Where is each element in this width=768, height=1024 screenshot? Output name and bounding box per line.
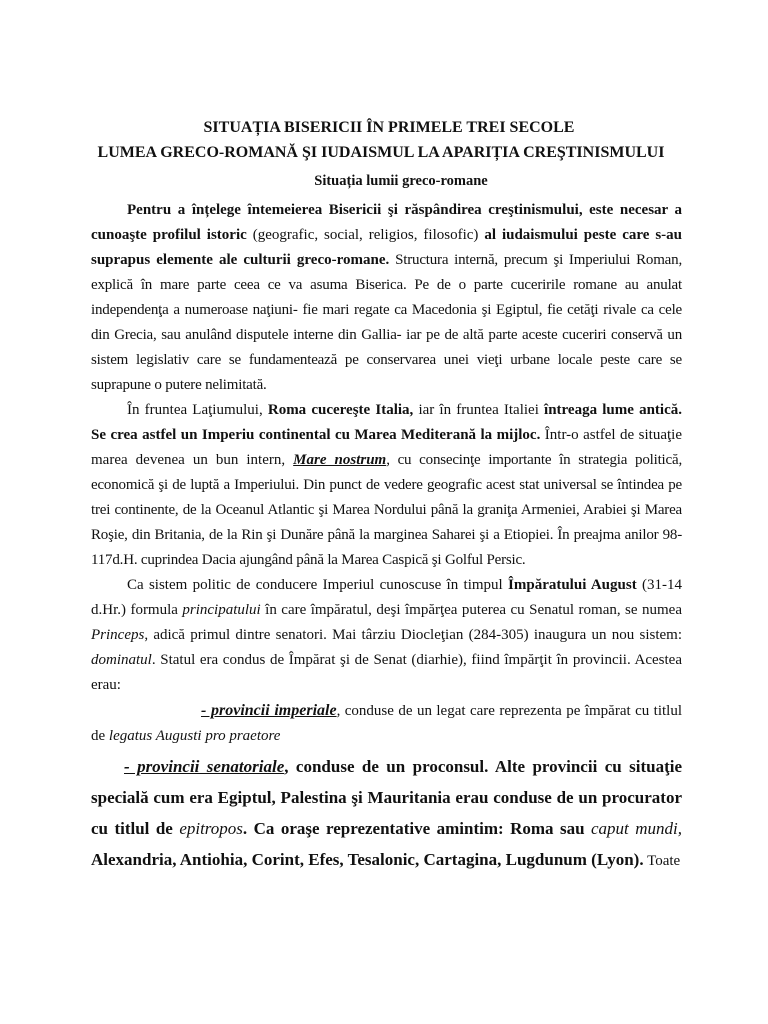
text-bold: Împăratului August <box>508 577 637 593</box>
text-run: . Statul era condus de Împărat şi de Senat (diarhie), fiind împărţit în provincii. Acestea erau: <box>91 652 682 693</box>
paragraph-1 <box>91 198 682 398</box>
text-bold-italic-underline: - provincii senatoriale <box>124 757 285 776</box>
section-title: Situația lumii greco-romane <box>314 173 488 189</box>
text-run: , adică primul dintre senatori. Mai târziu Diocleţian (284-305) inaugura un nou sistem: <box>144 627 682 643</box>
paragraph-2 <box>91 398 682 573</box>
text-bold: , conduse de un proconsul. Alte provincii cu situaţie specială cum era Egiptul, Palestina şi Mauritania erau conduse de un procurator cu titlul de <box>91 757 682 838</box>
text-italic: epitropos <box>179 819 243 838</box>
body-text <box>91 198 682 877</box>
text-bold: al iudaismului peste care s-au suprapus elemente ale culturii greco-romane. <box>91 227 683 268</box>
text-run: Structura internă, precum şi Imperiului Roman, explică în mare parte ceea ce va asuma Biserica. Pe de o parte cuceririle romane au anulat independenţa a numeroase naţiuni- fie mari regate ca Macedonia şi Egiptul, fie cetăţi rivale ca cele din Grecia, sau anulând disputele interne din Gallia- iar pe de altă parte aceste cuceriri conservă un sistem legislativ care se fundamentează pe conservarea unei vieţi urbane locale peste care se suprapune o putere nelimitată. <box>91 252 682 393</box>
text-italic: legatus Augusti pro praetore <box>108 728 281 744</box>
text-bold: Pentru a înțelege întemeierea Bisericii şi răspândirea creştinismului, este necesar a cunoaşte profilul istoric <box>91 202 682 243</box>
text-bold: . Ca oraşe reprezentative amintim: Roma sau <box>242 819 592 838</box>
text-run: (geografic, social, religios, filosofic) <box>246 227 485 243</box>
main-title: SITUAȚIA BISERICII ÎN PRIMELE TREI SECOLE <box>203 119 575 136</box>
text-italic: Princeps <box>91 627 145 643</box>
text-run: iar în fruntea Italiei <box>413 402 545 418</box>
text-run: în care împăratul, deşi împărţea puterea cu Senatul roman, se numea <box>260 602 682 618</box>
text-run: , conduse de un legat care reprezenta pe împărat cu titlul de <box>91 703 683 744</box>
text-run: (31-14 d.Hr.) formula <box>91 577 683 618</box>
list-item-imperial <box>91 698 682 749</box>
text-bold: Alexandria, Antiohia, Corint, Efes, Tesalonic, Cartagina, Lugdunum (Lyon). <box>91 850 644 869</box>
text-italic: caput mundi, <box>591 819 682 838</box>
text-run: Într-o astfel de situaţie marea devenea un bun intern, <box>91 427 682 468</box>
list-item-senatorial <box>91 751 682 877</box>
text-run: În fruntea Laţiumului, <box>127 402 268 418</box>
text-bold-italic-underline: Mare nostrum <box>293 452 387 468</box>
text-bold-italic-underline: - provincii imperiale <box>201 702 337 719</box>
text-bold: întreaga lume antică. Se crea astfel un Imperiu continental cu Marea Mediterană la mijloc. <box>91 402 682 443</box>
subtitle: LUMEA GRECO-ROMANĂ ŞI IUDAISMUL LA APARIȚIA CREŞTINISMULUI <box>97 144 665 161</box>
text-run: Toate <box>643 853 681 869</box>
paragraph-3 <box>91 573 682 698</box>
text-italic: principatului <box>182 602 261 618</box>
text-run: Ca sistem politic de conducere Imperiul cunoscuse în timpul <box>127 577 509 593</box>
text-bold: Roma cucereşte Italia, <box>267 402 414 418</box>
text-run: , cu consecinţe importante în strategia politică, economică şi de luptă a Imperiului. Din punct de vedere geografic acest stat universal se întindea pe trei continente, de la Oceanul Atlantic şi Marea Nordului până la graniţa Armeniei, Arabiei şi Marea Roşie, din Britania, de la Rin şi Dunăre până la marginea Saharei şi a Etiopiei. În preajma anilor 98-117d.H. cuprindea Dacia ajungând până la Marea Caspică şi Golful Persic. <box>91 452 682 568</box>
text-italic: dominatul <box>91 652 152 668</box>
